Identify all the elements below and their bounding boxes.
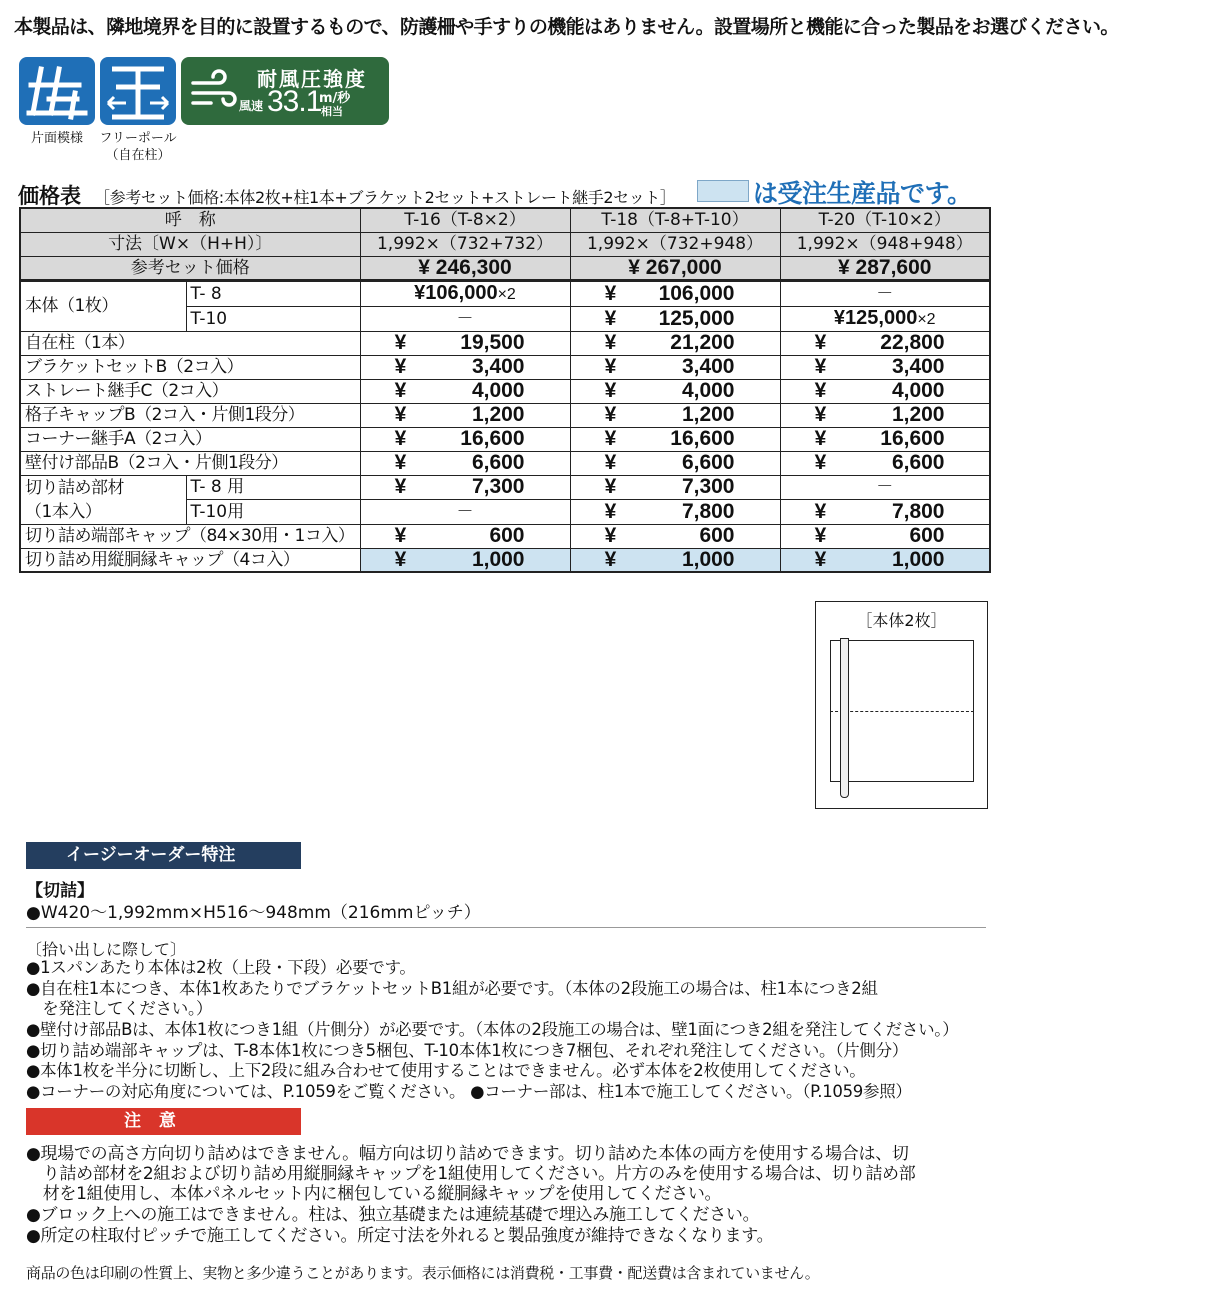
- price-table-subtitle: ［参考セット価格:本体2枚+柱1本+ブラケット2セット+ストレート継手2セット］: [94, 188, 676, 207]
- cut-t10-label: T-10用: [186, 500, 360, 525]
- size-col3: 1,992×（948+948）: [780, 232, 990, 256]
- header-col1: T-16（T-8×2）: [360, 208, 570, 232]
- table-row: ブラケットセットB（2コ入） ¥ 3,400 ¥ 3,400 ¥ 3,400: [20, 355, 990, 379]
- cut-label: 切り詰め部材 （1本入）: [20, 475, 186, 524]
- header-col3: T-20（T-10×2）: [780, 208, 990, 232]
- made-to-order-text: は受注生産品です。: [753, 179, 972, 208]
- caution-line: り詰め部材を2組および切り詰め用縦胴縁キャップを1組使用してください。片方のみを使用する場合は、切り詰め部: [26, 1164, 916, 1184]
- caution-line: ●所定の柱取付ピッチで施工してください。所定寸法を外れると製品強度が維持できなくなります。: [26, 1226, 774, 1246]
- wind-title: 耐風圧強度: [257, 67, 367, 91]
- table-row: ストレート継手C（2コ入） ¥ 4,000 ¥ 4,000 ¥ 4,000: [20, 379, 990, 403]
- wind-resistance-badge: [181, 57, 389, 125]
- wind-icon: [189, 69, 237, 113]
- set-price-col2: ¥ 267,000: [570, 256, 780, 280]
- price-table: [19, 207, 991, 573]
- footer-note: 商品の色は印刷の性質上、実物と多少違うことがあります。表示価格には消費税・工事費・配送費は含まれていません。: [26, 1264, 820, 1282]
- divider: [26, 927, 986, 928]
- set-price-col1: ¥ 246,300: [360, 256, 570, 280]
- table-row: 格子キャップB（2コ入・片側1段分） ¥ 1,200 ¥ 1,200 ¥ 1,200: [20, 403, 990, 427]
- body-t10-col3: ¥125,000×2: [780, 306, 990, 331]
- easy-order-band: イージーオーダー特注: [26, 842, 301, 869]
- diagram-midline: [830, 711, 974, 712]
- cut-title: 【切詰】: [26, 881, 94, 901]
- table-row: T-10用 － ¥ 7,800 ¥ 7,800: [20, 500, 990, 525]
- free-pole-caption: フリーポール （自在柱）: [99, 131, 177, 163]
- table-row: コーナー継手A（2コ入） ¥ 16,600 ¥ 16,600 ¥ 16,600: [20, 427, 990, 451]
- pickup-line: ●切り詰め端部キャップは、T-8本体1枚につき5梱包、T-10本体1枚につき7梱包、それぞれ発注してください。（片側分）: [26, 1041, 909, 1060]
- table-row-made-to-order: 切り詰め用縦胴縁キャップ（4コ入） ¥ 1,000 ¥ 1,000 ¥ 1,000: [20, 548, 990, 572]
- body-t10-col2: ¥ 125,000: [570, 306, 780, 331]
- free-pole-icon: [100, 57, 176, 125]
- pickup-line: ●自在柱1本につき、本体1枚あたりでブラケットセットB1組が必要です。（本体の2段施工の場合は、柱1本につき2組: [26, 979, 878, 998]
- one-side-pattern-caption: 片面模様: [30, 131, 83, 146]
- caution-band: 注 意: [26, 1108, 301, 1135]
- price-table-title: 価格表: [18, 184, 81, 208]
- pickup-line: を発注してください。）: [26, 999, 213, 1018]
- header-col2: T-18（T-8+T-10）: [570, 208, 780, 232]
- size-col1: 1,992×（732+732）: [360, 232, 570, 256]
- size-row: [20, 232, 990, 256]
- set-price-label: 参考セット価格: [20, 256, 360, 280]
- table-row: 壁付け部品B（2コ入・片側1段分） ¥ 6,600 ¥ 6,600 ¥ 6,600: [20, 451, 990, 475]
- pickup-line: ●コーナーの対応角度については、P.1059をご覧ください。 ●コーナー部は、柱1本で施工してください。（P.1059参照）: [26, 1082, 912, 1101]
- cut-t8-label: T- 8 用: [186, 475, 360, 500]
- wind-speed-value: 33.1: [267, 85, 322, 118]
- caution-line: ●現場での高さ方向切り詰めはできません。幅方向は切り詰めできます。切り詰めた本体の両方を使用する場合は、切: [26, 1144, 909, 1164]
- body-t10-col1: －: [360, 306, 570, 331]
- pickup-line: ●1スパンあたり本体は2枚（上段・下段）必要です。: [26, 958, 416, 977]
- pickup-line: ●壁付け部品Bは、本体1枚につき1組（片側分）が必要です。（本体の2段施工の場合は、壁1面につき2組を発注してください。）: [26, 1020, 959, 1039]
- wind-speed-label: 風速: [239, 99, 264, 113]
- table-row: [20, 280, 990, 306]
- made-to-order-swatch: [697, 180, 749, 202]
- set-price-col3: ¥ 287,600: [780, 256, 990, 280]
- body-t8-col2: ¥ 106,000: [570, 280, 780, 306]
- header-name: 呼 称: [20, 208, 360, 232]
- size-col2: 1,992×（732+948）: [570, 232, 780, 256]
- body-t10-label: T-10: [186, 306, 360, 331]
- body-t8-label: T- 8: [186, 280, 360, 306]
- table-row: 自在柱（1本） ¥ 19,500 ¥ 21,200 ¥ 22,800: [20, 331, 990, 355]
- body-label: 本体（1枚）: [20, 280, 186, 331]
- diagram-pole: [840, 638, 849, 798]
- pickup-line: ●本体1枚を半分に切断し、上下2段に組み合わせて使用することはできません。必ず本体を2枚使用してください。: [26, 1061, 866, 1080]
- wind-unit: m/秒: [319, 91, 351, 106]
- two-panel-diagram: [815, 601, 988, 809]
- diagram-label: ［本体2枚］: [856, 611, 947, 630]
- caution-line: 材を1組使用し、本体パネルセット内に梱包している縦胴縁キャップを使用してください。: [26, 1184, 722, 1204]
- notice-text: 本製品は、隣地境界を目的に設置するもので、防護柵や手すりの機能はありません。設置場所と機能に合った製品をお選びください。: [14, 16, 1119, 38]
- header-row: [20, 208, 990, 232]
- table-row: 切り詰め部材 （1本入） T- 8 用 ¥ 7,300 ¥ 7,300 －: [20, 475, 990, 500]
- size-label: 寸法〔W×（H+H）〕: [20, 232, 360, 256]
- body-t8-col1: ¥106,000×2: [360, 280, 570, 306]
- one-side-pattern-icon: [19, 57, 95, 125]
- pickup-title: 〔拾い出しに際して〕: [26, 940, 187, 959]
- cut-spec: ●W420～1,992mm×H516～948mm（216mmピッチ）: [26, 903, 481, 923]
- wind-note: 相当: [321, 105, 343, 118]
- caution-line: ●ブロック上への施工はできません。柱は、独立基礎または連続基礎で埋込み施工してください。: [26, 1205, 760, 1225]
- body-t8-col3: －: [780, 280, 990, 306]
- set-price-row: [20, 256, 990, 280]
- table-row: 切り詰め端部キャップ（84×30用・1コ入） ¥ 600 ¥ 600 ¥ 600: [20, 524, 990, 548]
